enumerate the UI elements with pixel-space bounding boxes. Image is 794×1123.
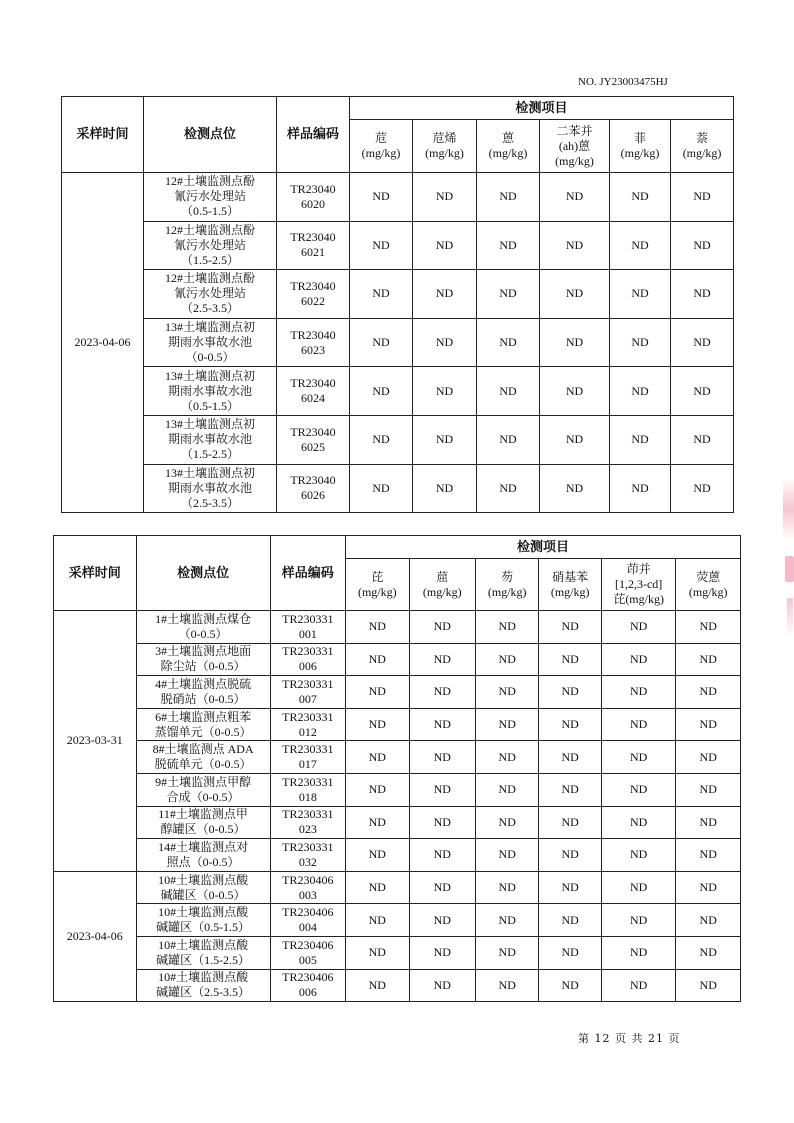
- sample-code: TR23040 6023: [277, 318, 350, 367]
- result-value: ND: [676, 773, 741, 806]
- result-value: ND: [676, 904, 741, 937]
- result-value: ND: [539, 839, 601, 872]
- result-value: ND: [540, 221, 610, 270]
- result-value: ND: [601, 969, 676, 1002]
- sample-code: TR230331 018: [270, 773, 346, 806]
- result-value: ND: [350, 464, 413, 513]
- result-value: ND: [413, 318, 477, 367]
- result-value: ND: [601, 676, 676, 709]
- result-value: ND: [350, 415, 413, 464]
- sample-code: TR23040 6024: [277, 367, 350, 416]
- table-row: [54, 741, 741, 774]
- header-test-items: 检测项目: [346, 536, 741, 559]
- result-value: ND: [540, 270, 610, 319]
- sampling-location: 4#土壤监测点脱硫 脱硝站（0-0.5）: [136, 676, 270, 709]
- test-item-header: 硝基苯 (mg/kg): [539, 559, 601, 611]
- result-value: ND: [476, 676, 539, 709]
- result-value: ND: [477, 318, 540, 367]
- result-value: ND: [346, 773, 409, 806]
- result-value: ND: [409, 676, 475, 709]
- result-value: ND: [540, 173, 610, 222]
- table-row: [54, 676, 741, 709]
- result-value: ND: [676, 643, 741, 676]
- result-value: ND: [413, 221, 477, 270]
- table-row: [54, 904, 741, 937]
- test-item-header: 荧蒽 (mg/kg): [676, 559, 741, 611]
- table-row: [54, 611, 741, 644]
- sampling-date: 2023-03-31: [54, 611, 137, 872]
- result-value: ND: [477, 464, 540, 513]
- seal-stamp-fragment: [785, 556, 794, 582]
- result-value: ND: [350, 221, 413, 270]
- result-value: ND: [346, 741, 409, 774]
- result-value: ND: [476, 839, 539, 872]
- result-value: ND: [539, 676, 601, 709]
- sampling-location: 10#土壤监测点酸 碱罐区（2.5-3.5）: [136, 969, 270, 1002]
- sample-code: TR230331 032: [270, 839, 346, 872]
- sampling-location: 13#土壤监测点初 期雨水事故水池 （1.5-2.5）: [144, 415, 277, 464]
- test-item-header: 芘 (mg/kg): [346, 559, 409, 611]
- table-row: [62, 415, 734, 464]
- sampling-location: 12#土壤监测点酚 氰污水处理站 （0.5-1.5）: [144, 173, 277, 222]
- result-value: ND: [671, 367, 734, 416]
- result-value: ND: [610, 415, 671, 464]
- result-value: ND: [671, 221, 734, 270]
- document-number: NO. JY23003475HJ: [578, 76, 668, 88]
- result-value: ND: [477, 270, 540, 319]
- sample-code: TR230331 017: [270, 741, 346, 774]
- test-item-header: 茚并 [1,2,3-cd] 芘(mg/kg): [601, 559, 676, 611]
- table-row: [54, 643, 741, 676]
- result-value: ND: [671, 173, 734, 222]
- result-value: ND: [539, 643, 601, 676]
- result-value: ND: [601, 839, 676, 872]
- result-value: ND: [346, 904, 409, 937]
- sample-code: TR23040 6026: [277, 464, 350, 513]
- result-value: ND: [409, 708, 475, 741]
- sampling-location: 10#土壤监测点酸 碱罐区（0-0.5）: [136, 871, 270, 904]
- test-item-header: 芴 (mg/kg): [476, 559, 539, 611]
- result-value: ND: [409, 806, 475, 839]
- result-value: ND: [409, 611, 475, 644]
- table-row: [54, 806, 741, 839]
- table-row: [54, 969, 741, 1002]
- sample-code: TR230331 001: [270, 611, 346, 644]
- result-value: ND: [539, 773, 601, 806]
- result-value: ND: [350, 173, 413, 222]
- sampling-location: 13#土壤监测点初 期雨水事故水池 （0-0.5）: [144, 318, 277, 367]
- result-value: ND: [477, 173, 540, 222]
- result-value: ND: [350, 367, 413, 416]
- result-value: ND: [676, 969, 741, 1002]
- sampling-location: 13#土壤监测点初 期雨水事故水池 （2.5-3.5）: [144, 464, 277, 513]
- result-value: ND: [346, 839, 409, 872]
- result-value: ND: [539, 904, 601, 937]
- table-row: [54, 871, 741, 904]
- sampling-location: 6#土壤监测点粗苯 蒸馏单元（0-0.5）: [136, 708, 270, 741]
- sample-code: TR230331 007: [270, 676, 346, 709]
- result-value: ND: [409, 936, 475, 969]
- sampling-location: 12#土壤监测点酚 氰污水处理站 （1.5-2.5）: [144, 221, 277, 270]
- result-value: ND: [409, 741, 475, 774]
- result-value: ND: [413, 270, 477, 319]
- header-sample-code: 样品编码: [277, 97, 350, 173]
- result-value: ND: [476, 741, 539, 774]
- result-value: ND: [477, 367, 540, 416]
- result-value: ND: [539, 611, 601, 644]
- sampling-location: 14#土壤监测点对 照点（0-0.5）: [136, 839, 270, 872]
- test-item-header: 苊烯 (mg/kg): [413, 120, 477, 173]
- result-value: ND: [610, 270, 671, 319]
- sample-code: TR230331 012: [270, 708, 346, 741]
- result-value: ND: [346, 611, 409, 644]
- result-value: ND: [676, 806, 741, 839]
- sampling-location: 10#土壤监测点酸 碱罐区（0.5-1.5）: [136, 904, 270, 937]
- result-value: ND: [676, 741, 741, 774]
- table-row: [62, 173, 734, 222]
- result-value: ND: [676, 708, 741, 741]
- sampling-date: 2023-04-06: [62, 173, 144, 513]
- result-value: ND: [601, 611, 676, 644]
- result-value: ND: [671, 464, 734, 513]
- seal-stamp-fragment: [787, 598, 793, 638]
- result-value: ND: [476, 969, 539, 1002]
- table-row: [62, 221, 734, 270]
- test-item-header: 二苯并 (ah)蒽 (mg/kg): [540, 120, 610, 173]
- result-value: ND: [346, 871, 409, 904]
- result-value: ND: [601, 643, 676, 676]
- sampling-location: 11#土壤监测点甲 醇罐区（0-0.5）: [136, 806, 270, 839]
- sample-code: TR230406 003: [270, 871, 346, 904]
- header-location: 检测点位: [136, 536, 270, 611]
- sample-code: TR230331 006: [270, 643, 346, 676]
- result-value: ND: [539, 871, 601, 904]
- result-value: ND: [476, 708, 539, 741]
- result-value: ND: [409, 904, 475, 937]
- header-sampling-time: 采样时间: [62, 97, 144, 173]
- result-value: ND: [610, 318, 671, 367]
- result-value: ND: [409, 773, 475, 806]
- result-value: ND: [601, 773, 676, 806]
- result-value: ND: [601, 741, 676, 774]
- result-value: ND: [476, 871, 539, 904]
- result-value: ND: [409, 839, 475, 872]
- sample-code: TR23040 6021: [277, 221, 350, 270]
- result-value: ND: [539, 741, 601, 774]
- table-row: [54, 839, 741, 872]
- result-value: ND: [671, 415, 734, 464]
- result-value: ND: [676, 871, 741, 904]
- result-value: ND: [413, 367, 477, 416]
- result-value: ND: [610, 367, 671, 416]
- result-value: ND: [409, 969, 475, 1002]
- result-value: ND: [477, 415, 540, 464]
- result-value: ND: [476, 773, 539, 806]
- result-value: ND: [476, 936, 539, 969]
- result-value: ND: [413, 415, 477, 464]
- results-table-2: [53, 535, 741, 1002]
- result-value: ND: [676, 936, 741, 969]
- test-item-header: 䓛 (mg/kg): [409, 559, 475, 611]
- header-sample-code: 样品编码: [270, 536, 346, 611]
- result-value: ND: [346, 643, 409, 676]
- result-value: ND: [346, 806, 409, 839]
- table-row: [62, 318, 734, 367]
- result-value: ND: [676, 676, 741, 709]
- seal-stamp-fragment: [783, 478, 794, 540]
- table-row: [62, 270, 734, 319]
- result-value: ND: [409, 871, 475, 904]
- result-value: ND: [346, 969, 409, 1002]
- result-value: ND: [477, 221, 540, 270]
- sampling-location: 3#土壤监测点地面 除尘站（0-0.5）: [136, 643, 270, 676]
- result-value: ND: [676, 611, 741, 644]
- result-value: ND: [540, 415, 610, 464]
- result-value: ND: [671, 318, 734, 367]
- test-item-header: 苊 (mg/kg): [350, 120, 413, 173]
- result-value: ND: [346, 708, 409, 741]
- sampling-location: 10#土壤监测点酸 碱罐区（1.5-2.5）: [136, 936, 270, 969]
- sample-code: TR230406 006: [270, 969, 346, 1002]
- table-row: [54, 708, 741, 741]
- result-value: ND: [540, 367, 610, 416]
- result-value: ND: [610, 221, 671, 270]
- table-row: [54, 936, 741, 969]
- result-value: ND: [413, 464, 477, 513]
- result-value: ND: [409, 643, 475, 676]
- result-value: ND: [601, 936, 676, 969]
- page-footer: 第 12 页 共 21 页: [578, 1032, 681, 1045]
- result-value: ND: [539, 936, 601, 969]
- result-value: ND: [350, 318, 413, 367]
- table-row: [62, 464, 734, 513]
- result-value: ND: [676, 839, 741, 872]
- table-row: [62, 367, 734, 416]
- table-row: [54, 773, 741, 806]
- sampling-location: 1#土壤监测点煤仓 （0-0.5）: [136, 611, 270, 644]
- sample-code: TR230331 023: [270, 806, 346, 839]
- result-value: ND: [601, 904, 676, 937]
- sample-code: TR23040 6022: [277, 270, 350, 319]
- result-value: ND: [610, 173, 671, 222]
- sampling-date: 2023-04-06: [54, 871, 137, 1001]
- result-value: ND: [601, 708, 676, 741]
- sampling-location: 12#土壤监测点酚 氰污水处理站 （2.5-3.5）: [144, 270, 277, 319]
- result-value: ND: [476, 611, 539, 644]
- header-test-items: 检测项目: [350, 97, 734, 120]
- sampling-location: 13#土壤监测点初 期雨水事故水池 （0.5-1.5）: [144, 367, 277, 416]
- test-item-header: 萘 (mg/kg): [671, 120, 734, 173]
- sample-code: TR230406 004: [270, 904, 346, 937]
- results-table-1: [61, 96, 734, 513]
- result-value: ND: [346, 676, 409, 709]
- result-value: ND: [413, 173, 477, 222]
- test-item-header: 菲 (mg/kg): [610, 120, 671, 173]
- result-value: ND: [540, 464, 610, 513]
- sampling-location: 8#土壤监测点 ADA 脱硫单元（0-0.5）: [136, 741, 270, 774]
- result-value: ND: [601, 806, 676, 839]
- result-value: ND: [346, 936, 409, 969]
- result-value: ND: [540, 318, 610, 367]
- result-value: ND: [610, 464, 671, 513]
- result-value: ND: [350, 270, 413, 319]
- result-value: ND: [476, 904, 539, 937]
- result-value: ND: [539, 806, 601, 839]
- result-value: ND: [476, 643, 539, 676]
- result-value: ND: [476, 806, 539, 839]
- result-value: ND: [671, 270, 734, 319]
- sampling-location: 9#土壤监测点甲醇 合成（0-0.5）: [136, 773, 270, 806]
- test-item-header: 蒽 (mg/kg): [477, 120, 540, 173]
- header-sampling-time: 采样时间: [54, 536, 137, 611]
- result-value: ND: [539, 708, 601, 741]
- sample-code: TR23040 6020: [277, 173, 350, 222]
- result-value: ND: [539, 969, 601, 1002]
- result-value: ND: [601, 871, 676, 904]
- sample-code: TR230406 005: [270, 936, 346, 969]
- header-location: 检测点位: [144, 97, 277, 173]
- sample-code: TR23040 6025: [277, 415, 350, 464]
